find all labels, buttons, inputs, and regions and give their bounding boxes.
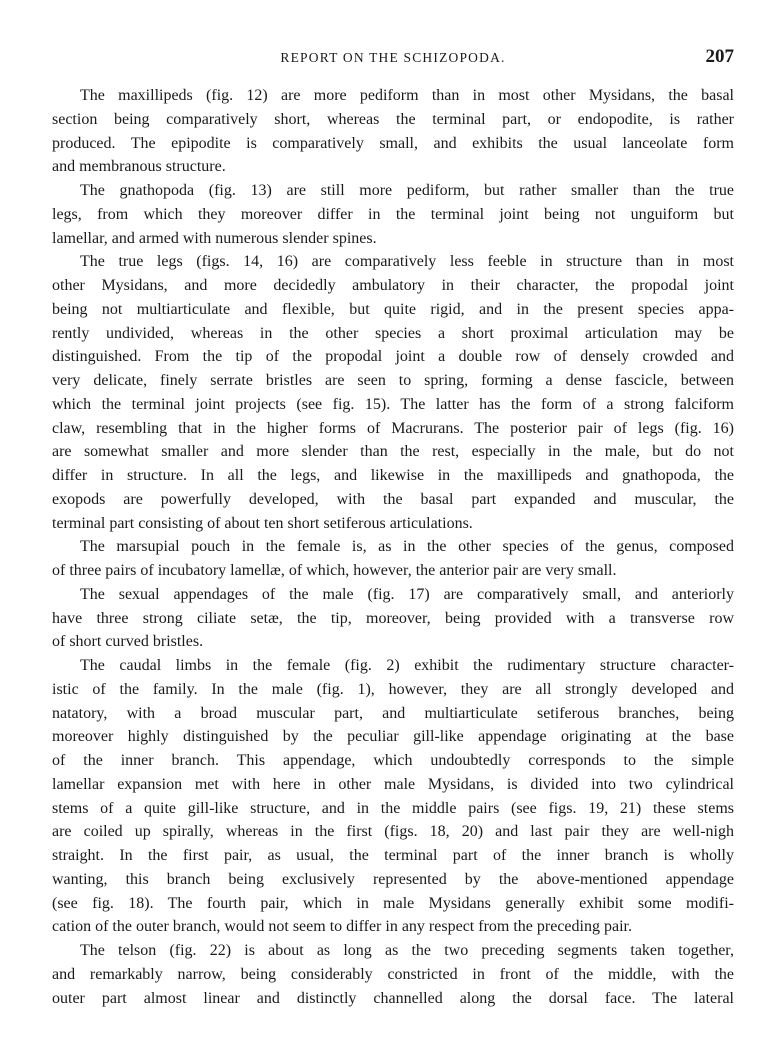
- text-line: very delicate, finely serrate bristles are seen to spring, forming a dense fascicle, between: [52, 372, 734, 389]
- text-line: terminal part consisting of about ten short setiferous articulations.: [52, 514, 473, 532]
- text-line: cation of the outer branch, would not seem to differ in any respect from the preceding pair.: [52, 918, 632, 936]
- text-line: (see fig. 18). The fourth pair, which in male Mysidans generally exhibit some modifi-: [52, 894, 734, 912]
- text-line: The gnathopoda (fig. 13) are still more pediform, but rather smaller than the true: [80, 182, 734, 199]
- text-line: and membranous structure.: [52, 158, 226, 176]
- text-line: lamellar expansion met with here in other male Mysidans, is divided into two cylindrical: [52, 775, 734, 793]
- text-line: natatory, with a broad muscular part, and multiarticulate setiferous branches, being: [52, 704, 734, 722]
- text-line: lamellar, and armed with numerous slender spines.: [52, 229, 377, 247]
- text-line: which the terminal joint projects (see fig. 15). The latter has the form of a strong falciform: [52, 395, 734, 413]
- text-line: The sexual appendages of the male (fig. 17) are comparatively small, and anteriorly: [80, 585, 734, 603]
- paragraph: [52, 583, 734, 654]
- text-line: other Mysidans, and more decidedly ambulatory in their character, the propodal joint: [52, 277, 734, 294]
- page-body: [52, 84, 734, 1010]
- text-line: outer part almost linear and distinctly channelled along the dorsal face. The lateral: [52, 989, 734, 1007]
- text-line: rently undivided, whereas in the other species a short proximal articulation may be: [52, 324, 734, 342]
- page-header: [52, 46, 734, 68]
- text-line: differ in structure. In all the legs, and likewise in the maxillipeds and gnathopoda, the: [52, 467, 734, 484]
- text-line: section being comparatively short, whereas the terminal part, or endopodite, is rather: [52, 110, 734, 128]
- text-line: produced. The epipodite is comparatively small, and exhibits the usual lanceolate form: [52, 134, 734, 152]
- paragraph: [52, 939, 734, 1010]
- text-line: moreover highly distinguished by the peculiar gill-like appendage originating at the base: [52, 728, 734, 746]
- text-line: claw, resembling that in the higher forms of Macrurans. The posterior pair of legs (fig. 16): [52, 419, 734, 437]
- text-line: are somewhat smaller and more slender than the rest, especially in the male, but do not: [52, 443, 734, 461]
- text-line: The caudal limbs in the female (fig. 2) exhibit the rudimentary structure character-: [80, 657, 734, 674]
- text-line: exopods are powerfully developed, with the basal part expanded and muscular, the: [52, 490, 734, 508]
- text-line: stems of a quite gill-like structure, and in the middle pairs (see figs. 19, 21) these stems: [52, 799, 734, 817]
- running-title: REPORT ON THE SCHIZOPODA.: [280, 50, 506, 65]
- text-line: The maxillipeds (fig. 12) are more pediform than in most other Mysidans, the basal: [80, 87, 734, 104]
- text-line: legs, from which they moreover differ in the terminal joint being not unguiform but: [52, 205, 734, 223]
- paragraph: [52, 654, 734, 939]
- text-line: straight. In the first pair, as usual, the terminal part of the inner branch is wholly: [52, 847, 734, 864]
- page-number: 207: [705, 46, 734, 67]
- text-line: and remarkably narrow, being considerably constricted in front of the middle, with the: [52, 965, 734, 983]
- text-line: distinguished. From the tip of the propodal joint a double row of densely crowded and: [52, 348, 734, 366]
- text-line: wanting, this branch being exclusively represented by the above-mentioned appendage: [52, 870, 734, 888]
- text-line: of short curved bristles.: [52, 633, 204, 651]
- text-line: being not multiarticulate and flexible, but quite rigid, and in the present species appa-: [52, 300, 734, 318]
- text-line: The marsupial pouch in the female is, as in the other species of the genus, composed: [80, 538, 734, 556]
- text-line: of the inner branch. This appendage, which undoubtedly corresponds to the simple: [52, 752, 734, 769]
- text-line: of three pairs of incubatory lamellæ, of which, however, the anterior pair are very small.: [52, 562, 617, 579]
- text-line: istic of the family. In the male (fig. 1), however, they are all strongly developed and: [52, 680, 734, 698]
- paragraph: [52, 250, 734, 535]
- paragraph: [52, 535, 734, 583]
- paragraph: [52, 84, 734, 179]
- paragraph: [52, 179, 734, 250]
- text-line: The true legs (figs. 14, 16) are comparatively less feeble in structure than in most: [80, 253, 734, 271]
- text-line: are coiled up spirally, whereas in the first (figs. 18, 20) and last pair they are well-nigh: [52, 823, 734, 841]
- text-line: The telson (fig. 22) is about as long as the two preceding segments taken together,: [80, 942, 734, 959]
- text-line: have three strong ciliate setæ, the tip, moreover, being provided with a transverse row: [52, 609, 734, 627]
